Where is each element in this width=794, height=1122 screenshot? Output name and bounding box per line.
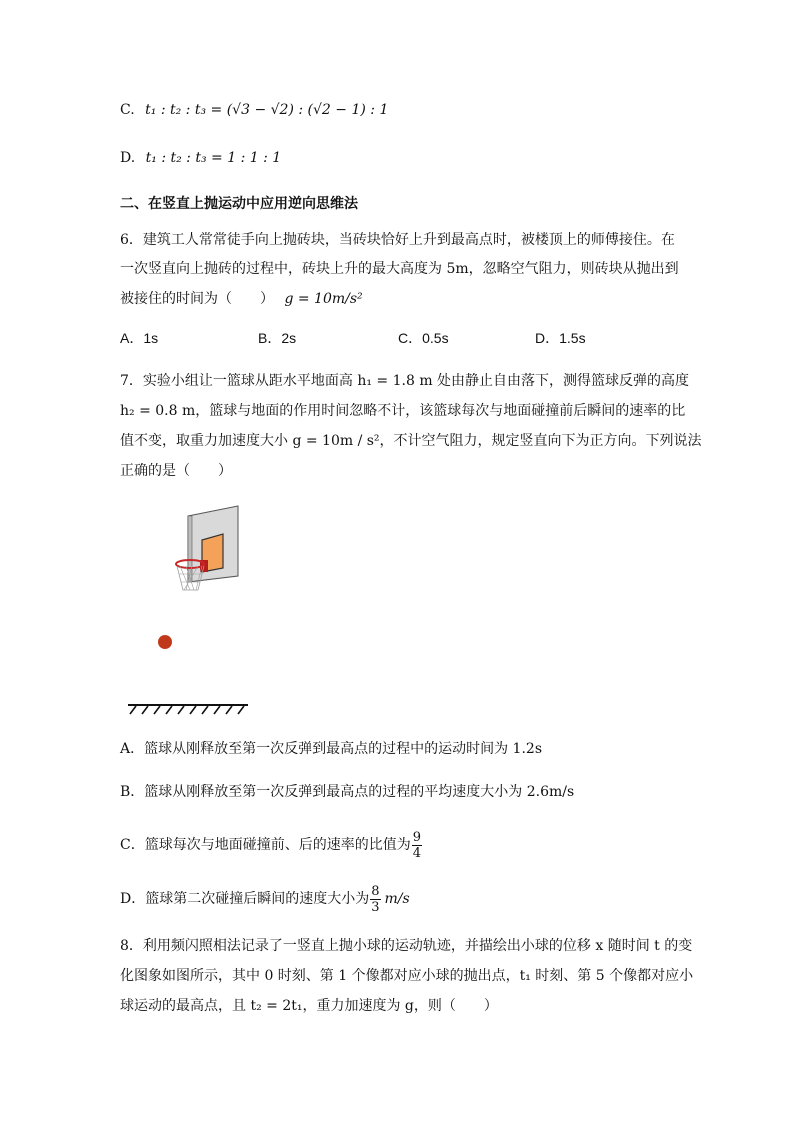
q6-option-d[interactable]: D．1.5s: [535, 330, 586, 346]
section-heading: 二、在竖直上抛运动中应用逆向思维法: [120, 196, 358, 212]
q7-option-a[interactable]: A．篮球从刚释放至第一次反弹到最高点的过程中的运动时间为 1.2s: [120, 741, 543, 757]
option-expression: t₁ : t₂ : t₃ = (√3 − √2) : (√2 − 1) : 1: [145, 102, 389, 118]
ground-hatch: [128, 705, 248, 714]
option-expression: t₁ : t₂ : t₃ = 1 : 1 : 1: [145, 150, 282, 166]
fraction-denominator: 3: [371, 899, 380, 915]
option-text: D．篮球第二次碰撞后瞬间的速度大小为: [120, 891, 370, 907]
option-text: C．篮球每次与地面碰撞前、后的速率的比值为: [120, 837, 411, 853]
fraction: [370, 884, 380, 915]
option-c-prev: [120, 100, 388, 120]
fraction-numerator: 9: [412, 829, 421, 845]
q6-line-3: [120, 289, 363, 309]
fraction-numerator: 8: [371, 883, 380, 899]
q6-option-a[interactable]: A．1s: [120, 330, 159, 346]
q6-gravity: g = 10m/s²: [284, 291, 363, 307]
q8-line-2: 化图象如图所示，其中 0 时刻、第 1 个像都对应小球的抛出点，t₁ 时刻、第 5 个像都对应小: [120, 968, 694, 984]
q7-line-4: 正确的是（ ）: [120, 463, 232, 479]
q7-option-c[interactable]: [120, 828, 423, 862]
unit: m/s: [384, 891, 410, 907]
q8-line-3: 球运动的最高点，且 t₂ = 2t₁，重力加速度为 g，则（ ）: [120, 998, 498, 1014]
q7-line-1: 7．实验小组让一篮球从距水平地面高 h₁ = 1.8 m 处由静止自由落下，测得篮球反弹的高度: [120, 373, 690, 389]
basketball-illustration: [120, 498, 260, 718]
q6-line-1: 6．建筑工人常常徒手向上抛砖块，当砖块恰好上升到最高点时，被楼顶上的师傅接住。在: [120, 232, 675, 248]
q6-option-c[interactable]: C．0.5s: [398, 330, 449, 346]
option-label: C.: [120, 102, 135, 118]
q6-line-2: 一次竖直向上抛砖的过程中，砖块上升的最大高度为 5m，忽略空气阻力，则砖块从抛出到: [120, 261, 679, 277]
q6-option-b[interactable]: B．2s: [258, 330, 297, 346]
q8-line-1: 8．利用频闪照相法记录了一竖直上抛小球的运动轨迹，并描绘出小球的位移 x 随时间 t 的变: [120, 938, 693, 954]
fraction: [412, 830, 422, 861]
fraction-denominator: 4: [412, 845, 421, 861]
basketball: [158, 635, 172, 649]
q7-line-3: 值不变，取重力加速度大小 g = 10m / s²，不计空气阻力，规定竖直向下为正方向。下列说法: [120, 433, 702, 449]
q7-option-d[interactable]: [120, 882, 410, 916]
option-d-prev: [120, 148, 281, 168]
q7-option-b[interactable]: B．篮球从刚释放至第一次反弹到最高点的过程的平均速度大小为 2.6m/s: [120, 784, 575, 800]
option-label: D.: [120, 150, 136, 166]
q6-stem-end: 被接住的时间为（ ）: [120, 291, 274, 307]
q7-line-2: h₂ = 0.8 m，篮球与地面的作用时间忽略不计，该篮球每次与地面碰撞前后瞬间的速率的比: [120, 403, 686, 419]
